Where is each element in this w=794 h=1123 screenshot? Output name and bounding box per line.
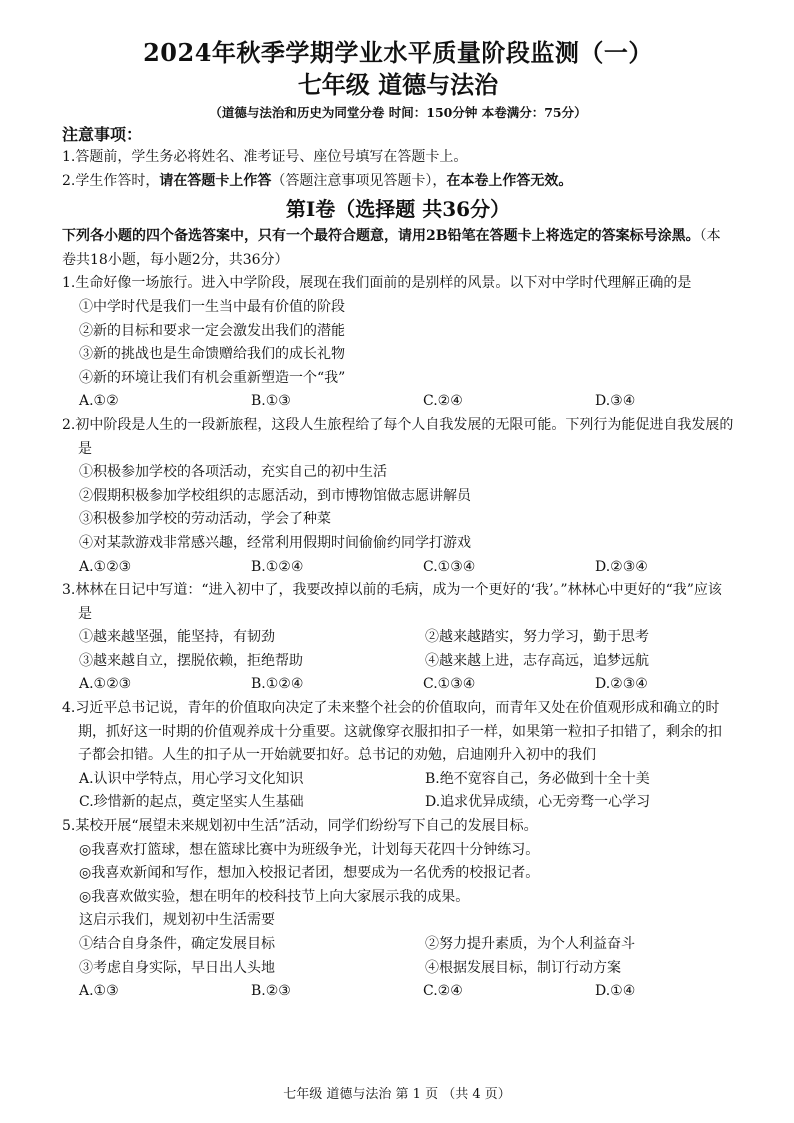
- statement: ④对某款游戏非常感兴趣，经常利用假期时间偷偷约同学打游戏: [79, 534, 471, 551]
- option-b: B.①③: [251, 393, 291, 410]
- notice-item-2-bold-2: 在本卷上作答无效。: [446, 172, 573, 189]
- statement: ①越来越坚强，能坚持，有韧劲: [79, 629, 275, 646]
- material-line: ◎我喜欢打篮球，想在篮球比赛中为班级争光，计划每天花四十分钟练习。: [79, 841, 540, 858]
- exam-subtitle: 七年级 道德与法治: [297, 70, 499, 99]
- page-footer: 七年级 道德与法治 第 1 页 （共 4 页）: [283, 1087, 511, 1102]
- options-row: [62, 791, 734, 815]
- notice-item-2-middle: （答题注意事项见答题卡），: [271, 172, 447, 189]
- instructions-bold: 下列各小题的四个备选答案中，只有一个最符合题意，请用2B铅笔在答题卡上将选定的答案标号涂黑。: [62, 228, 700, 245]
- option-a: A.①③: [79, 983, 119, 1000]
- question-4: [62, 697, 734, 815]
- options-row: [62, 556, 734, 580]
- statement-row: [62, 933, 734, 957]
- section-title: 第Ⅰ卷（选择题 共36分）: [285, 197, 511, 222]
- option-b: B.①②④: [251, 558, 304, 575]
- question-3: [62, 579, 734, 697]
- option-c: C.②④: [423, 983, 463, 1000]
- option-c: C.①③④: [423, 676, 476, 693]
- option-c: C.①③④: [423, 558, 476, 575]
- statement: ②假期积极参加学校组织的志愿活动，到市博物馆做志愿讲解员: [79, 487, 471, 504]
- option-b: B.①②④: [251, 676, 304, 693]
- options-row: [62, 768, 734, 792]
- question-stem: 5.某校开展“展望未来规划初中生活”活动，同学们纷纷写下自己的发展目标。: [62, 818, 538, 835]
- notice-item-2: [62, 170, 734, 194]
- question-1: [62, 272, 734, 414]
- question-stem: 1.生命好像一场旅行。进入中学阶段，展现在我们面前的是别样的风景。以下对中学时代理解正确的是: [62, 275, 692, 292]
- statement-row: [62, 957, 734, 981]
- option-d: D.②③④: [595, 558, 648, 575]
- statement: ②新的目标和要求一定会激发出我们的潜能: [79, 322, 345, 339]
- option-a: A.①②③: [79, 676, 132, 693]
- notice-title: 注意事项：: [62, 125, 143, 144]
- option-c: C.②④: [423, 393, 463, 410]
- statement: ③积极参加学校的劳动活动，学会了种菜: [79, 511, 331, 528]
- exam-info: （道德与法治和历史为同堂分卷 时间：150分钟 本卷满分：75分）: [209, 105, 587, 120]
- option-d: D.追求优异成绩，心无旁骛一心学习: [425, 794, 651, 811]
- statement: ③考虑自身实际，早日出人头地: [79, 959, 275, 976]
- question-stem: 3.林林在日记中写道：“进入初中了，我要改掉以前的毛病，成为一个更好的‘我’。”林林心中更好的“我”应该是: [62, 582, 722, 622]
- material-line: ◎我喜欢新闻和写作，想加入校报记者团，想要成为一名优秀的校报记者。: [79, 865, 540, 882]
- option-b: B.绝不宽容自己，务必做到十全十美: [425, 770, 650, 787]
- option-d: D.③④: [595, 393, 636, 410]
- option-c: C.珍惜新的起点，奠定坚实人生基础: [79, 794, 304, 811]
- statement: ①积极参加学校的各项活动，充实自己的初中生活: [79, 464, 387, 481]
- exam-title: 2024年秋季学期学业水平质量阶段监测（一）: [143, 38, 653, 67]
- statement: ④根据发展目标，制订行动方案: [425, 959, 621, 976]
- question-5: [62, 815, 734, 1004]
- notice-item-2-prefix: 2.学生作答时，: [62, 172, 160, 189]
- options-row: [62, 673, 734, 697]
- statement: ④新的环境让我们有机会重新塑造一个“我”: [79, 369, 346, 386]
- option-d: D.②③④: [595, 676, 648, 693]
- question-prompt: 这启示我们，规划初中生活需要: [79, 912, 275, 929]
- statement: ①中学时代是我们一生当中最有价值的阶段: [79, 298, 345, 315]
- statement: ④越来越上进，志存高远，追梦远航: [425, 652, 649, 669]
- question-2: [62, 414, 734, 579]
- option-a: A.①②③: [79, 558, 132, 575]
- statement: ②努力提升素质，为个人利益奋斗: [425, 936, 635, 952]
- notice-item-2-bold-1: 请在答题卡上作答: [159, 172, 272, 189]
- statement-row: [62, 650, 734, 674]
- options-row: [62, 390, 734, 414]
- material-line: ◎我喜欢做实验，想在明年的校科技节上向大家展示我的成果。: [79, 888, 470, 905]
- option-a: A.①②: [79, 393, 119, 410]
- question-stem: 4.习近平总书记说，青年的价值取向决定了未来整个社会的价值取向，而青年又处在价值观形成和确立的时期，抓好这一时期的价值观养成十分重要。这就像穿衣服扣扣子一样，如果第一粒扣子扣错了，剩余的扣子都会扣错。人生的扣子从一开始就要扣好。总书记的劝勉，启迪刚升入初中的我们: [62, 700, 722, 764]
- statement: ①结合自身条件，确定发展目标: [79, 936, 275, 952]
- statement: ②越来越踏实，努力学习，勤于思考: [425, 629, 649, 646]
- exam-page: [62, 38, 734, 1004]
- option-b: B.②③: [251, 983, 291, 1000]
- notice-item-1: 1.答题前，学生务必将姓名、准考证号、座位号填写在答题卡上。: [62, 149, 468, 165]
- option-a: A.认识中学特点，用心学习文化知识: [79, 770, 304, 787]
- instructions-plain: （本卷共18小题，每小题2分，共36分）: [62, 228, 721, 268]
- section-instructions: [62, 225, 734, 272]
- question-stem: 2.初中阶段是人生的一段新旅程，这段人生旅程给了每个人自我发展的无限可能。下列行为能促进自我发展的是: [62, 416, 734, 457]
- statement-row: [62, 626, 734, 650]
- statement: ③新的挑战也是生命馈赠给我们的成长礼物: [79, 346, 345, 363]
- options-row: [62, 980, 734, 1004]
- statement: ③越来越自立，摆脱依赖，拒绝帮助: [79, 652, 303, 669]
- option-d: D.①④: [595, 983, 636, 1000]
